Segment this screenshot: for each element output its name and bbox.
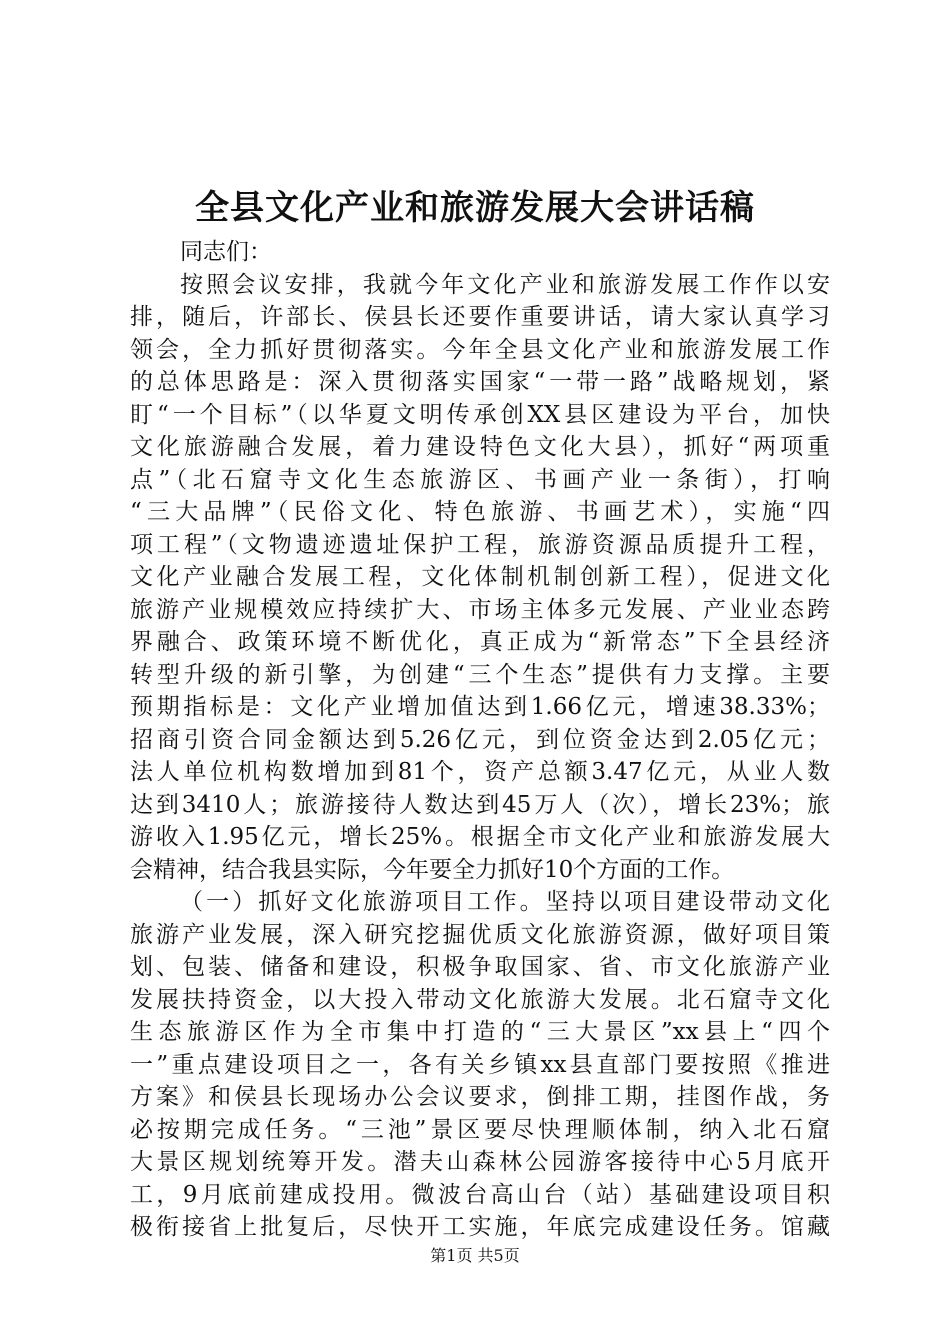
paragraph-line: 方案》和侯县长现场办公会议要求，倒排工期，挂图作战，务 [130, 1084, 830, 1110]
paragraph-line: （一）抓好文化旅游项目工作。坚持以项目建设带动文化 [180, 889, 830, 915]
paragraph-line: 生态旅游区作为全市集中打造的“三大景区”xx县上“四个 [130, 1019, 830, 1045]
paragraph-line: 招商引资合同金额达到5.26亿元，到位资金达到2.05亿元； [130, 726, 830, 753]
paragraph-line: 界融合、政策环境不断优化，真正成为“新常态”下全县经济 [130, 629, 830, 655]
paragraph-line: 的总体思路是：深入贯彻落实国家“一带一路”战略规划，紧 [130, 369, 830, 395]
paragraph-line: 必按期完成任务。“三池”景区要尽快理顺体制，纳入北石窟 [130, 1116, 830, 1143]
paragraph-line: 文化产业融合发展工程，文化体制机制创新工程），促进文化 [130, 564, 830, 590]
document-body [130, 236, 830, 1244]
document-title: 全县文化产业和旅游发展大会讲话稿 [195, 188, 755, 228]
paragraph-1 [130, 269, 830, 887]
paragraph-line: 排，随后，许部长、侯县长还要作重要讲话，请大家认真学习 [130, 304, 830, 330]
paragraph-line: 发展扶持资金，以大投入带动文化旅游大发展。北石窟寺文化 [130, 986, 830, 1013]
paragraph-line: 盯“一个目标”（以华夏文明传承创XX县区建设为平台，加快 [130, 401, 830, 428]
paragraph-line: 旅游产业规模效应持续扩大、市场主体多元发展、产业业态跨 [130, 596, 830, 623]
paragraph-line: 极衔接省上批复后，尽快开工实施，年底完成建设任务。馆藏 [130, 1214, 830, 1240]
paragraph-line: 法人单位机构数增加到81个，资产总额3.47亿元，从业人数 [130, 759, 830, 785]
paragraph-line: 一”重点建设项目之一，各有关乡镇xx县直部门要按照《推进 [130, 1051, 830, 1078]
paragraph-line: 文化旅游融合发展，着力建设特色文化大县），抓好“两项重 [130, 434, 830, 460]
paragraph-line: 项工程”（文物遗迹遗址保护工程，旅游资源品质提升工程， [130, 531, 830, 558]
paragraph-line: 预期指标是：文化产业增加值达到1.66亿元，增速38.33%； [130, 694, 830, 720]
paragraph-line: 工，9月底前建成投用。微波台高山台（站）基础建设项目积 [130, 1181, 830, 1208]
paragraph-2 [130, 886, 830, 1244]
paragraph-line: 达到3410人；旅游接待人数达到45万人（次），增长23%；旅 [130, 791, 830, 818]
paragraph-line: 游收入1.95亿元，增长25%。根据全市文化产业和旅游发展大 [130, 824, 830, 850]
paragraph-line: 点”（北石窟寺文化生态旅游区、书画产业一条街），打响 [130, 466, 830, 493]
page-number: 第1页 共5页 [430, 1246, 520, 1265]
paragraph-line: 领会，全力抓好贯彻落实。今年全县文化产业和旅游发展工作 [130, 336, 830, 363]
paragraph-line: 大景区规划统筹开发。潜夫山森林公园游客接待中心5月底开 [130, 1149, 830, 1175]
paragraph-line: 转型升级的新引擎，为创建“三个生态”提供有力支撑。主要 [130, 661, 830, 688]
paragraph-line: 旅游产业发展，深入研究挖掘优质文化旅游资源，做好项目策 [130, 921, 830, 948]
paragraph-line: 划、包装、储备和建设，积极争取国家、省、市文化旅游产业 [130, 954, 830, 980]
salutation: 同志们： [180, 239, 272, 265]
paragraph-line: 会精神，结合我县实际，今年要全力抓好10个方面的工作。 [130, 856, 735, 883]
paragraph-line: “三大品牌”（民俗文化、特色旅游、书画艺术），实施“四 [130, 499, 830, 525]
paragraph-line: 按照会议安排，我就今年文化产业和旅游发展工作作以安 [180, 271, 830, 298]
